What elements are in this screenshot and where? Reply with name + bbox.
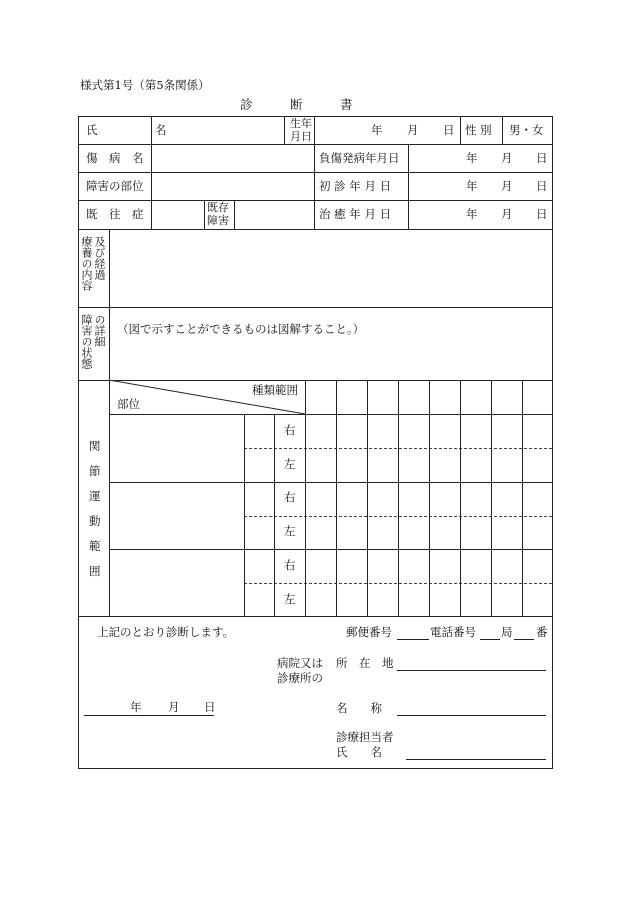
statement: 上記のとおり診断します。 (97, 625, 235, 639)
rom-right-2: 右 (284, 490, 296, 504)
doctor-label-1: 診療担当者 (336, 730, 394, 744)
facility-name-label: 名 称 (336, 701, 382, 715)
cure-date-label: 治 癒 年 月 日 (319, 207, 392, 221)
onset-day: 日 (536, 151, 548, 165)
onset-year: 年 (466, 151, 478, 165)
birth-label-1: 生年 (290, 117, 312, 130)
frame-right (552, 116, 553, 769)
treatment-label-left: 療養の内容 (80, 236, 93, 291)
col-line (284, 116, 285, 145)
sex-value[interactable]: 男・女 (509, 123, 544, 137)
rom-left-2: 左 (284, 524, 296, 538)
document-title: 診 断 書 (240, 97, 353, 112)
rom-header-type: 種類範囲 (252, 383, 298, 397)
frame-bottom (78, 768, 553, 769)
rom-col (398, 380, 399, 617)
row-line (78, 172, 553, 173)
birth-month: 月 (407, 123, 419, 137)
rom-left-1: 左 (284, 457, 296, 471)
injury-label: 傷 病 名 (86, 151, 144, 165)
number-label: 番 (536, 625, 548, 639)
row-line (78, 144, 553, 145)
postal-label: 郵便番号 (346, 625, 392, 639)
treatment-label-right: 及び経過 (93, 236, 106, 280)
rom-col (336, 380, 337, 617)
phone-number-field[interactable] (514, 627, 534, 640)
col-line (314, 116, 315, 229)
cure-year: 年 (466, 207, 478, 221)
col-line (460, 116, 461, 145)
frame-left (78, 116, 79, 769)
rom-col (491, 380, 492, 617)
rom-line (109, 549, 553, 550)
phone-exchange-field[interactable] (480, 627, 500, 640)
rom-col (305, 380, 306, 617)
row-line (78, 616, 553, 617)
frame-top (78, 116, 553, 117)
rom-right-1: 右 (284, 423, 296, 437)
hospital-label-1: 病院又は (277, 656, 323, 670)
doctor-label-2: 氏 名 (336, 745, 382, 759)
exchange-label: 局 (501, 625, 513, 639)
birth-day: 日 (443, 123, 455, 137)
cure-month: 月 (501, 207, 513, 221)
rom-col (367, 380, 368, 617)
disability-note: （図で示すことができるものは図解すること。） (117, 322, 365, 336)
col-line (502, 116, 503, 145)
address-label: 所 在 地 (336, 656, 394, 670)
date-field[interactable] (84, 700, 216, 716)
birth-year: 年 (371, 123, 383, 137)
col-line (408, 144, 409, 229)
facility-name-field[interactable] (397, 703, 546, 716)
cure-day: 日 (536, 207, 548, 221)
birth-label-2: 月日 (290, 130, 312, 143)
rom-line (109, 414, 553, 415)
col-line (204, 200, 205, 229)
rom-col (244, 414, 245, 617)
rom-left-3: 左 (284, 592, 296, 606)
address-field[interactable] (397, 658, 546, 671)
first-visit-day: 日 (536, 179, 548, 193)
sex-label: 性 別 (465, 123, 492, 137)
form-number: 様式第1号（第5条関係） (80, 78, 210, 92)
existing-disability-2: 障害 (207, 214, 229, 227)
first-visit-year: 年 (466, 179, 478, 193)
doctor-name-field[interactable] (406, 747, 546, 760)
rom-col (522, 380, 523, 617)
rom-header-site: 部位 (117, 397, 140, 411)
rom-side-label: 関節運動範囲 (89, 439, 101, 578)
phone-label: 電話番号 (430, 625, 476, 639)
rom-col (460, 380, 461, 617)
disability-label-left: 障害の状態 (80, 314, 93, 369)
first-visit-month: 月 (501, 179, 513, 193)
date-month: 月 (168, 700, 180, 714)
name-label: 氏 名 (86, 123, 178, 137)
disability-label-right: の詳細 (93, 314, 106, 347)
first-visit-label: 初 診 年 月 日 (319, 179, 392, 193)
row-line (78, 229, 553, 230)
row-line (78, 200, 553, 201)
col-line (109, 229, 110, 617)
existing-disability-1: 既存 (207, 201, 229, 214)
rom-col (429, 380, 430, 617)
rom-line (109, 482, 553, 483)
hospital-label-2: 診療所の (277, 671, 323, 685)
rom-right-3: 右 (284, 558, 296, 572)
onset-month: 月 (501, 151, 513, 165)
row-line (78, 307, 553, 308)
date-year: 年 (130, 700, 142, 714)
postal-field[interactable] (397, 627, 429, 640)
onset-date-label: 負傷発病年月日 (319, 151, 400, 165)
col-line (234, 200, 235, 229)
rom-col (274, 414, 275, 617)
history-label: 既 往 症 (86, 207, 144, 221)
disability-site-label: 障害の部位 (86, 179, 144, 193)
date-day: 日 (204, 700, 216, 714)
